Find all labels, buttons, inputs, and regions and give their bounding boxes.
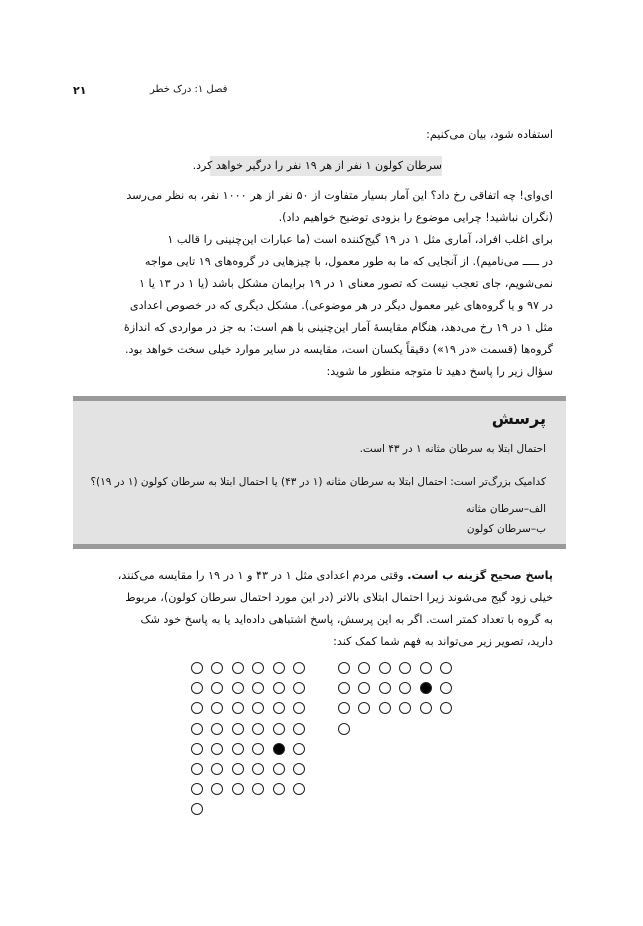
empty-dot: [273, 723, 285, 735]
empty-dot: [273, 783, 285, 795]
text-line: برای اغلب افراد، آماری مثل ۱ در ۱۹ گیج‌کننده است (ما عبارات این‌چنینی را قالب ۱: [167, 233, 553, 246]
empty-dot: [358, 702, 370, 714]
quote-box: سرطان کولون ۱ نفر از هر ۱۹ نفر را درگیر خواهد کرد.: [210, 156, 442, 176]
empty-dot: [293, 702, 305, 714]
empty-dot: [338, 723, 350, 735]
empty-dot: [191, 702, 203, 714]
empty-dot: [273, 763, 285, 775]
page-number: ۲۱: [73, 84, 87, 97]
question-statement: احتمال ابتلا به سرطان مثانه ۱ در ۴۳ است.: [359, 443, 546, 455]
empty-dot: [273, 662, 285, 674]
empty-dot: [252, 783, 264, 795]
empty-dot: [358, 662, 370, 674]
text-line: سؤال زیر را پاسخ دهید تا متوجه منظور ما شوید:: [326, 365, 553, 378]
question-box: [73, 396, 566, 549]
empty-dot: [232, 743, 244, 755]
empty-dot: [232, 763, 244, 775]
empty-dot: [191, 803, 203, 815]
empty-dot: [399, 682, 411, 694]
empty-dot: [440, 682, 452, 694]
empty-dot: [440, 662, 452, 674]
empty-dot: [293, 783, 305, 795]
empty-dot: [211, 662, 223, 674]
empty-dot: [252, 682, 264, 694]
paragraph-2: [83, 229, 553, 383]
text-line: در ـــــ می‌نامیم). از آنجایی که ما به طور معمول، با چیزهایی در گروه‌های ۱۹ تایی مواجه: [144, 255, 553, 268]
empty-dot: [211, 783, 223, 795]
empty-dot: [232, 702, 244, 714]
text-line: دارید، تصویر زیر می‌تواند به فهم شما کمک کند:: [333, 635, 553, 648]
answer-paragraph: [83, 565, 553, 653]
text-line: ای‌وای! چه اتفاقی رخ داد؟ این آمار بسیار متفاوت از ۵۰ نفر از هر ۱۰۰۰ نفر، به نظر می‌رسد: [126, 189, 553, 202]
chapter-title: فصل ۱: درک خطر: [150, 84, 228, 95]
empty-dot: [211, 702, 223, 714]
empty-dot: [399, 702, 411, 714]
empty-dot: [273, 702, 285, 714]
empty-dot: [273, 682, 285, 694]
question-text: کدامیک بزرگ‌تر است: احتمال ابتلا به سرطان مثانه (۱ در ۴۳) یا احتمال ابتلا به سرطان کولون (۱ در ۱۹)؟: [90, 476, 546, 488]
empty-dot: [440, 702, 452, 714]
option-a: الف–سرطان مثانه: [466, 503, 546, 515]
empty-dot: [232, 723, 244, 735]
empty-dot: [211, 723, 223, 735]
empty-dot: [338, 682, 350, 694]
empty-dot: [293, 743, 305, 755]
filled-dot: [420, 682, 432, 694]
empty-dot: [379, 702, 391, 714]
answer-lead: پاسخ صحیح گزینه ب است.: [407, 569, 553, 582]
empty-dot: [252, 702, 264, 714]
empty-dot: [252, 743, 264, 755]
text-line: در ۹۷ و یا گروه‌های غیر معمول دیگر در هر موضوعی). مشکل دیگری که در خصوص اعدادی: [129, 299, 553, 312]
empty-dot: [420, 702, 432, 714]
empty-dot: [191, 723, 203, 735]
empty-dot: [338, 662, 350, 674]
text-line: (نگران نباشید! چرایی موضوع را بزودی توضیح خواهیم داد).: [278, 211, 553, 224]
empty-dot: [379, 662, 391, 674]
empty-dot: [232, 682, 244, 694]
empty-dot: [338, 702, 350, 714]
empty-dot: [191, 783, 203, 795]
text-line: خیلی زود گیج می‌شوند زیرا احتمال ابتلای بالاتر (در این مورد احتمال سرطان کولون)، مربوط: [125, 591, 553, 604]
text-line: به گروه با تعداد کمتر است. اگر به این پرسش، پاسخ اشتباهی داده‌اید یا به پاسخ خود شک: [140, 613, 553, 626]
filled-dot: [273, 743, 285, 755]
intro-line: [83, 124, 553, 146]
empty-dot: [232, 662, 244, 674]
intro-text: استفاده شود، بیان می‌کنیم:: [426, 128, 553, 141]
empty-dot: [191, 682, 203, 694]
text-line: مثل ۱ در ۱۹ رخ می‌دهد، هنگام مقایسهٔ آمار این‌چنینی با هم است: به جز در مواردی که اندازهٔ: [123, 321, 553, 334]
text-line: [83, 565, 553, 587]
empty-dot: [379, 682, 391, 694]
paragraph-1: [83, 185, 553, 229]
empty-dot: [191, 743, 203, 755]
empty-dot: [211, 763, 223, 775]
empty-dot: [293, 723, 305, 735]
empty-dot: [232, 783, 244, 795]
empty-dot: [399, 662, 411, 674]
option-b: ب–سرطان کولون: [466, 523, 546, 535]
empty-dot: [211, 743, 223, 755]
empty-dot: [293, 682, 305, 694]
empty-dot: [420, 662, 432, 674]
text-line: نمی‌شویم، جای تعجب نیست که تصور معنای ۱ در ۱۹ برایمان مشکل باشد (یا ۱ در ۱۳ یا ۱: [138, 277, 553, 290]
empty-dot: [252, 723, 264, 735]
empty-dot: [293, 662, 305, 674]
empty-dot: [293, 763, 305, 775]
empty-dot: [191, 763, 203, 775]
empty-dot: [252, 763, 264, 775]
empty-dot: [191, 662, 203, 674]
text-line: گروه‌ها (قسمت «در ۱۹») دقیقاً یکسان است، مقایسه در سایر موارد خیلی سخت خواهد بود.: [124, 343, 553, 356]
empty-dot: [211, 682, 223, 694]
answer-line1-rest: وقتی مردم اعدادی مثل ۱ در ۴۳ و ۱ در ۱۹ را مقایسه می‌کنند،: [117, 569, 408, 582]
empty-dot: [252, 662, 264, 674]
question-title: پرسش: [491, 409, 546, 428]
empty-dot: [358, 682, 370, 694]
